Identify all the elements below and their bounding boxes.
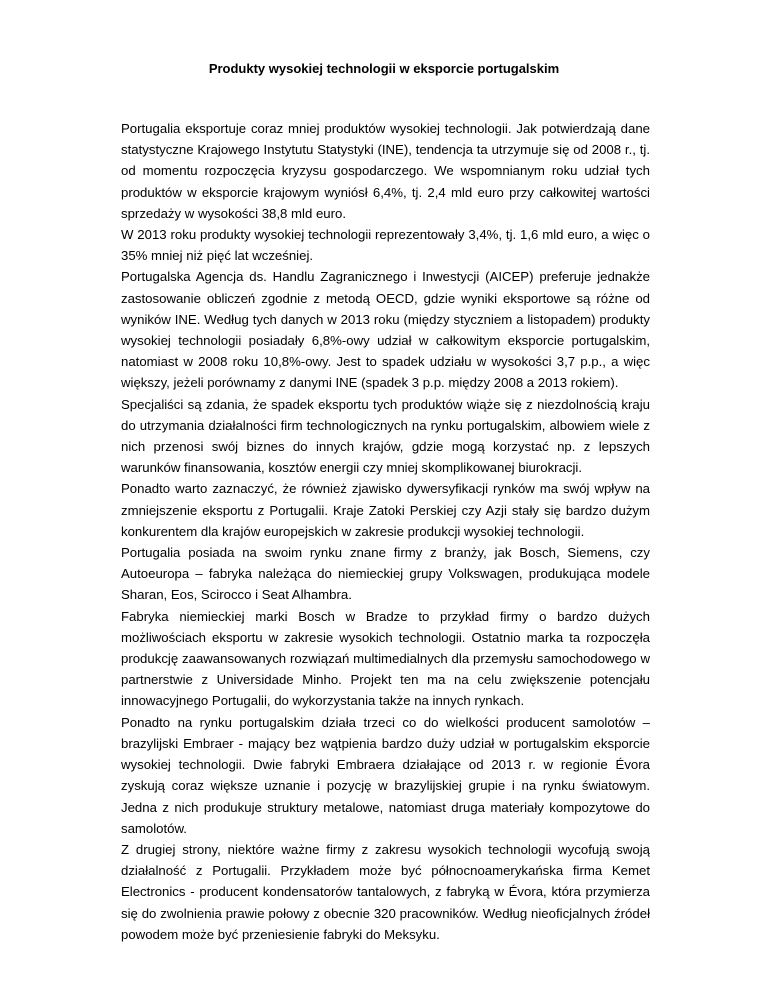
paragraph-diversification: Ponadto warto zaznaczyć, że również zjawisko dywersyfikacji rynków ma swój wpływ na zmniejszenie eksportu z Portugalii. Kraje Zatoki Perskiej czy Azji stały się bardzo dużym konkurentem dla krajów europejskich w zakresie produkcji wysokiej technologii. [121, 481, 650, 539]
paragraph-specialists: Specjaliści są zdania, że spadek eksportu tych produktów wiąże się z niezdolnością kraju do utrzymania działalności firm technologicznych na rynku portugalskim, albowiem wiele z nich przenosi swój biznes do innych krajów, gdzie mogą korzystać np. z lepszych warunków finansowania, kosztów energii czy mniej skomplikowanej biurokracji. [121, 396, 650, 476]
paragraph-ine-statistics: Portugalia eksportuje coraz mniej produktów wysokiej technologii. Jak potwierdzają dane statystyczne Krajowego Instytutu Statystyki (INE), tendencja ta utrzymuje się od 2008 r., tj. od momentu rozpoczęcia kryzysu gospodarczego. We wspomnianym roku udział tych produktów w eksporcie krajowym wyniósł 6,4%, tj. 2,4 mld euro przy całkowitej wartości sprzedaży w wysokości 38,8 mld euro. [121, 121, 650, 221]
document-title: Produkty wysokiej technologii w eksporcie portugalskim [208, 61, 560, 76]
paragraph-2013-share: W 2013 roku produkty wysokiej technologii reprezentowały 3,4%, tj. 1,6 mld euro, a więc o 35% mniej niż pięć lat wcześniej. [121, 227, 650, 264]
paragraph-bosch-braga: Fabryka niemieckiej marki Bosch w Bradze to przykład firmy o bardzo dużych możliwościach eksportu w zakresie wysokich technologii. Ostatnio marka ta rozpoczęła produkcję zaawansowanych rozwiązań multimedialnych dla przemysłu samochodowego w partnerstwie z Universidade Minho. Projekt ten ma na celu zwiększenie potencjału innowacyjnego Portugalii, do wykorzystania także na innych rynkach. [121, 608, 650, 709]
paragraph-kemet: Z drugiej strony, niektóre ważne firmy z zakresu wysokich technologii wycofują swoją działalność z Portugalii. Przykładem może być północnoamerykańska firma Kemet Electronics - producent kondensatorów tantalowych, z fabryką w Évora, która przymierza się do zwolnienia prawie połowy z obecnie 320 pracowników. Według nieoficjalnych źródeł powodem może być przeniesienie fabryki do Meksyku. [121, 841, 650, 942]
document-body [121, 118, 650, 945]
paragraph-embraer: Ponadto na rynku portugalskim działa trzeci co do wielkości producent samolotów – brazylijski Embraer - mający bez wątpienia bardzo duży udział w portugalskim eksporcie wysokiej technologii. Dwie fabryki Embraera działające od 2013 r. w regionie Évora zyskują coraz większe uznanie i pozycję w brazylijskiej grupie i na rynku światowym. Jedna z nich produkuje struktury metalowe, natomiast druga materiały kompozytowe do samolotów. [121, 714, 650, 836]
paragraph-known-firms: Portugalia posiada na swoim rynku znane firmy z branży, jak Bosch, Siemens, czy Autoeuropa – fabryka należąca do niemieckiej grupy Volkswagen, produkująca modele Sharan, Eos, Scirocco i Seat Alhambra. [121, 545, 650, 603]
paragraph-aicep-oecd: Portugalska Agencja ds. Handlu Zagranicznego i Inwestycji (AICEP) preferuje jednakże zastosowanie obliczeń zgodnie z metodą OECD, gdzie wyniki eksportowe są różne od wyników INE. Według tych danych w 2013 roku (między styczniem a listopadem) produkty wysokiej technologii posiadały 6,8%-owy udział w całkowitym eksporcie portugalskim, natomiast w 2008 roku 10,8%-owy. Jest to spadek udziału w wysokości 3,7 p.p., a więc większy, jeżeli porównamy z danymi INE (spadek 3 p.p. między 2008 a 2013 rokiem). [121, 269, 650, 391]
